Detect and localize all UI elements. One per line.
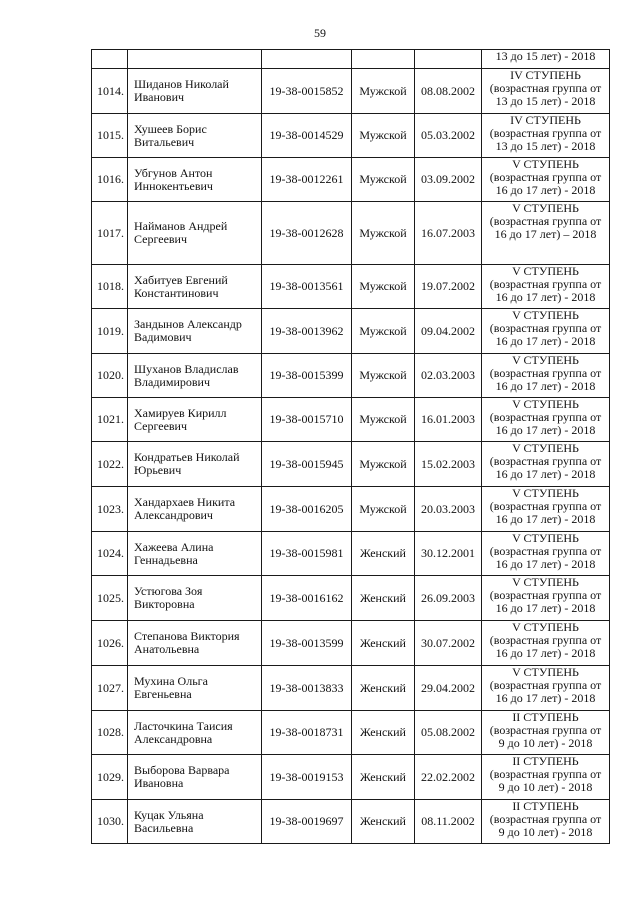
birth-date: 09.04.2002 <box>415 309 482 354</box>
sex-cell: Мужской <box>352 202 415 265</box>
surname-given-name: Хамируев Кирилл <box>134 405 227 420</box>
row-number: 1018. <box>92 265 128 309</box>
stage-title: V СТУПЕНЬ <box>512 486 579 500</box>
sex-cell: Мужской <box>352 114 415 158</box>
stage-age-group: 16 до 17 лет) - 2018 <box>495 423 596 437</box>
sex-cell: Мужской <box>352 69 415 114</box>
surname-given-name: Шиданов Николай <box>134 77 229 91</box>
stage-cell <box>482 309 610 354</box>
stage-age-group: (возрастная группа от <box>489 499 602 513</box>
stage-cell <box>482 711 610 755</box>
surname-given-name: Зандынов Александр <box>134 317 242 331</box>
stage-cell <box>482 398 610 442</box>
birth-date: 08.11.2002 <box>415 800 482 844</box>
uin-code: 19-38-0016205 <box>262 487 352 532</box>
surname-given-name: Степанова Виктория <box>134 629 240 643</box>
stage-cell <box>482 666 610 711</box>
stage-age-group: (возрастная группа от <box>489 277 602 291</box>
surname-given-name: Хабитуев Евгений <box>134 272 228 287</box>
stage-age-group: 16 до 17 лет) - 2018 <box>495 691 596 705</box>
continuation-date-cell <box>415 50 482 69</box>
table-row <box>92 69 610 114</box>
uin-code: 19-38-0015981 <box>262 532 352 576</box>
stage-cell <box>482 800 610 844</box>
stage-cell <box>482 621 610 666</box>
row-number: 1016. <box>92 158 128 202</box>
stage-age-group: (возрастная группа от <box>489 126 602 140</box>
patronymic: Сергеевич <box>134 418 188 433</box>
stage-title: V СТУПЕНЬ <box>512 531 579 545</box>
row-number: 1023. <box>92 487 128 532</box>
table-row <box>92 309 610 354</box>
uin-code: 19-38-0013833 <box>262 666 352 711</box>
uin-code: 19-38-0013561 <box>262 265 352 309</box>
surname-given-name: Хажеева Алина <box>134 539 214 554</box>
stage-age-group: 16 до 17 лет) - 2018 <box>495 512 596 526</box>
stage-age-group: 16 до 17 лет) - 2018 <box>495 379 596 393</box>
person-name-cell <box>128 354 262 398</box>
stage-title: V СТУПЕНЬ <box>512 264 579 278</box>
person-name-cell <box>128 532 262 576</box>
patronymic: Васильевна <box>134 820 194 835</box>
stage-age-group: 16 до 17 лет) - 2018 <box>495 646 596 660</box>
stage-age-group: 16 до 17 лет) - 2018 <box>495 467 596 481</box>
person-name-cell <box>128 800 262 844</box>
stage-age-group: 9 до 10 лет) - 2018 <box>498 780 593 794</box>
uin-code: 19-38-0015852 <box>262 69 352 114</box>
patronymic: Викторовна <box>134 597 195 611</box>
birth-date: 05.03.2002 <box>415 114 482 158</box>
sex-cell: Женский <box>352 800 415 844</box>
stage-cell <box>482 532 610 576</box>
person-name-cell <box>128 755 262 800</box>
surname-given-name: Выборова Варвара <box>134 763 230 777</box>
patronymic: Владимирович <box>134 374 210 389</box>
birth-date: 16.07.2003 <box>415 202 482 265</box>
person-name-cell <box>128 309 262 354</box>
row-number: 1020. <box>92 354 128 398</box>
stage-title: V СТУПЕНЬ <box>512 665 579 679</box>
uin-code: 19-38-0013962 <box>262 309 352 354</box>
stage-title: V СТУПЕНЬ <box>512 157 579 171</box>
stage-age-group: 9 до 10 лет) - 2018 <box>498 736 593 750</box>
stage-cell <box>482 755 610 800</box>
surname-given-name: Устюгова Зоя <box>134 584 203 598</box>
birth-date: 03.09.2002 <box>415 158 482 202</box>
registry-table-body <box>92 50 610 844</box>
row-number: 1014. <box>92 69 128 114</box>
stage-title: V СТУПЕНЬ <box>512 575 579 589</box>
surname-given-name: Найманов Андрей <box>134 219 228 233</box>
sex-cell: Женский <box>352 755 415 800</box>
table-row <box>92 487 610 532</box>
person-name-cell <box>128 576 262 621</box>
sex-cell: Мужской <box>352 487 415 532</box>
surname-given-name: Хандархаев Никита <box>134 495 236 509</box>
sex-cell: Мужской <box>352 398 415 442</box>
patronymic: Евгеньевна <box>134 687 192 701</box>
surname-given-name: Мухина Ольга <box>134 674 208 688</box>
stage-title: II СТУПЕНЬ <box>512 710 579 724</box>
birth-date: 15.02.2003 <box>415 442 482 487</box>
person-name-cell <box>128 114 262 158</box>
patronymic: Витальевич <box>134 134 195 149</box>
person-name-cell <box>128 487 262 532</box>
table-row <box>92 621 610 666</box>
table-row <box>92 666 610 711</box>
sex-cell: Женский <box>352 621 415 666</box>
stage-cell <box>482 487 610 532</box>
person-name-cell <box>128 711 262 755</box>
uin-code: 19-38-0015399 <box>262 354 352 398</box>
stage-title: V СТУПЕНЬ <box>512 397 579 411</box>
patronymic: Иванович <box>134 90 185 104</box>
sex-cell: Женский <box>352 666 415 711</box>
stage-age-group: 9 до 10 лет) - 2018 <box>498 825 593 839</box>
person-name-cell <box>128 265 262 309</box>
patronymic: Сергеевич <box>134 232 188 246</box>
stage-age-group: (возрастная группа от <box>489 214 602 228</box>
uin-code: 19-38-0012261 <box>262 158 352 202</box>
stage-title: V СТУПЕНЬ <box>512 353 579 367</box>
stage-cell <box>482 202 610 265</box>
table-row <box>92 398 610 442</box>
birth-date: 16.01.2003 <box>415 398 482 442</box>
stage-age-group: 16 до 17 лет) - 2018 <box>495 290 596 304</box>
table-row <box>92 114 610 158</box>
stage-cell <box>482 265 610 309</box>
birth-date: 29.04.2002 <box>415 666 482 711</box>
stage-age-group: (возрастная группа от <box>489 366 602 380</box>
row-number: 1017. <box>92 202 128 265</box>
patronymic: Юрьевич <box>134 463 182 477</box>
stage-cell <box>482 158 610 202</box>
table-row <box>92 532 610 576</box>
person-name-cell <box>128 442 262 487</box>
table-row <box>92 158 610 202</box>
row-number: 1026. <box>92 621 128 666</box>
row-number: 1030. <box>92 800 128 844</box>
table-row <box>92 442 610 487</box>
stage-age-group: (возрастная группа от <box>489 633 602 647</box>
continuation-stage-cell <box>482 50 610 69</box>
stage-age-group: (возрастная группа от <box>489 170 602 184</box>
table-row <box>92 576 610 621</box>
uin-code: 19-38-0015710 <box>262 398 352 442</box>
uin-code: 19-38-0012628 <box>262 202 352 265</box>
stage-age-group: 16 до 17 лет) - 2018 <box>495 601 596 615</box>
stage-age-group: 16 до 17 лет) - 2018 <box>495 183 596 197</box>
stage-age-group: 16 до 17 лет) - 2018 <box>495 334 596 348</box>
continuation-sex-cell <box>352 50 415 69</box>
surname-given-name: Убгунов Антон <box>134 165 213 180</box>
uin-code: 19-38-0018731 <box>262 711 352 755</box>
stage-age-group: 16 до 17 лет) - 2018 <box>495 557 596 571</box>
stage-age-group: (возрастная группа от <box>489 454 602 468</box>
row-number: 1019. <box>92 309 128 354</box>
row-number: 1025. <box>92 576 128 621</box>
patronymic: Анатольевна <box>134 642 200 656</box>
table-row <box>92 800 610 844</box>
row-number: 1021. <box>92 398 128 442</box>
uin-code: 19-38-0015945 <box>262 442 352 487</box>
person-name-cell <box>128 621 262 666</box>
birth-date: 19.07.2002 <box>415 265 482 309</box>
sex-cell: Женский <box>352 711 415 755</box>
birth-date: 02.03.2003 <box>415 354 482 398</box>
sex-cell: Мужской <box>352 442 415 487</box>
row-number: 1028. <box>92 711 128 755</box>
registry-table <box>91 49 610 844</box>
surname-given-name: Шуханов Владислав <box>134 361 239 376</box>
sex-cell: Мужской <box>352 265 415 309</box>
stage-age-group: (возрастная группа от <box>489 588 602 602</box>
stage-cell <box>482 354 610 398</box>
birth-date: 30.12.2001 <box>415 532 482 576</box>
person-name-cell <box>128 666 262 711</box>
birth-date: 08.08.2002 <box>415 69 482 114</box>
birth-date: 26.09.2003 <box>415 576 482 621</box>
stage-age-group: (возрастная группа от <box>489 678 602 692</box>
stage-age-group: 13 до 15 лет) - 2018 <box>495 94 596 108</box>
stage-age-group: 13 до 15 лет) - 2018 <box>495 139 596 153</box>
uin-code: 19-38-0014529 <box>262 114 352 158</box>
stage-title: IV СТУПЕНЬ <box>510 113 581 127</box>
continuation-name-cell <box>128 50 262 69</box>
birth-date: 22.02.2002 <box>415 755 482 800</box>
uin-code: 19-38-0019697 <box>262 800 352 844</box>
stage-cell <box>482 114 610 158</box>
stage-title: II СТУПЕНЬ <box>512 799 579 813</box>
person-name-cell <box>128 69 262 114</box>
continuation-stage-text: 13 до 15 лет) - 2018 <box>495 49 596 63</box>
stage-age-group: (возрастная группа от <box>489 321 602 335</box>
continuation-row <box>92 50 610 69</box>
sex-cell: Мужской <box>352 158 415 202</box>
continuation-num-cell <box>92 50 128 69</box>
row-number: 1015. <box>92 114 128 158</box>
stage-cell <box>482 69 610 114</box>
patronymic: Геннадьевна <box>134 552 198 567</box>
row-number: 1022. <box>92 442 128 487</box>
birth-date: 20.03.2003 <box>415 487 482 532</box>
stage-age-group: (возрастная группа от <box>489 81 602 95</box>
patronymic: Вадимович <box>134 330 192 344</box>
surname-given-name: Куцак Ульяна <box>134 807 204 822</box>
patronymic: Константинович <box>134 285 219 300</box>
stage-age-group: (возрастная группа от <box>489 812 602 826</box>
stage-title: II СТУПЕНЬ <box>512 754 579 768</box>
patronymic: Александровна <box>134 731 213 746</box>
birth-date: 05.08.2002 <box>415 711 482 755</box>
continuation-code-cell <box>262 50 352 69</box>
stage-age-group: (возрастная группа от <box>489 723 602 737</box>
table-row <box>92 202 610 265</box>
page-number: 59 <box>314 26 326 40</box>
row-number: 1024. <box>92 532 128 576</box>
stage-title: V СТУПЕНЬ <box>512 441 579 455</box>
uin-code: 19-38-0019153 <box>262 755 352 800</box>
uin-code: 19-38-0013599 <box>262 621 352 666</box>
sex-cell: Мужской <box>352 309 415 354</box>
surname-given-name: Ласточкина Таисия <box>134 718 233 733</box>
table-row <box>92 265 610 309</box>
stage-age-group: 16 до 17 лет) – 2018 <box>494 227 597 241</box>
table-row <box>92 354 610 398</box>
patronymic: Александрович <box>134 508 213 522</box>
stage-title: V СТУПЕНЬ <box>512 308 579 322</box>
row-number: 1029. <box>92 755 128 800</box>
sex-cell: Женский <box>352 576 415 621</box>
person-name-cell <box>128 202 262 265</box>
birth-date: 30.07.2002 <box>415 621 482 666</box>
surname-given-name: Кондратьев Николай <box>134 450 240 464</box>
table-row <box>92 711 610 755</box>
person-name-cell <box>128 398 262 442</box>
stage-age-group: (возрастная группа от <box>489 544 602 558</box>
stage-cell <box>482 442 610 487</box>
row-number: 1027. <box>92 666 128 711</box>
uin-code: 19-38-0016162 <box>262 576 352 621</box>
sex-cell: Мужской <box>352 354 415 398</box>
surname-given-name: Хушеев Борис <box>134 121 207 136</box>
stage-age-group: (возрастная группа от <box>489 767 602 781</box>
stage-title: V СТУПЕНЬ <box>512 201 579 215</box>
table-row <box>92 755 610 800</box>
stage-cell <box>482 576 610 621</box>
patronymic: Иннокентьевич <box>134 178 213 193</box>
stage-title: V СТУПЕНЬ <box>512 620 579 634</box>
stage-title: IV СТУПЕНЬ <box>510 68 581 82</box>
sex-cell: Женский <box>352 532 415 576</box>
person-name-cell <box>128 158 262 202</box>
patronymic: Ивановна <box>134 776 184 790</box>
stage-age-group: (возрастная группа от <box>489 410 602 424</box>
